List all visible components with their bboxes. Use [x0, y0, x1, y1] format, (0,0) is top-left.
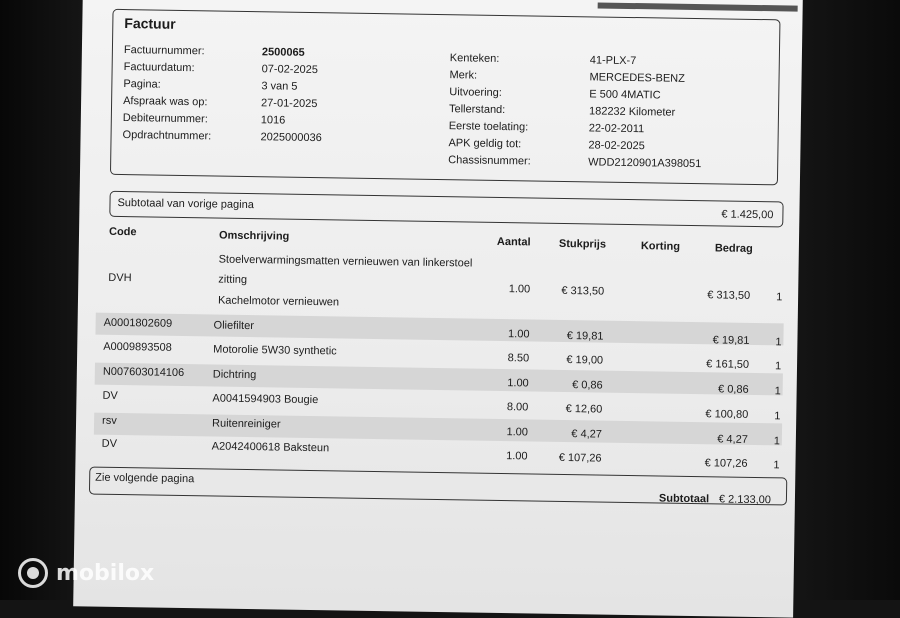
item-flag: 1: [774, 410, 781, 423]
vehicle-field-label: APK geldig tot:: [448, 137, 522, 151]
item-unit-price: € 4,27: [571, 428, 603, 441]
next-page-note: Zie volgende pagina: [95, 471, 195, 486]
vehicle-make: MERCEDES-BENZ: [589, 71, 685, 85]
item-flag: 1: [774, 385, 781, 398]
item-code: DV: [102, 389, 118, 402]
subtotal-value: € 2.133,00: [718, 493, 772, 507]
vehicle-field-label: Uitvoering:: [449, 86, 502, 99]
invoice-field-label: Pagina:: [123, 78, 161, 91]
vehicle-field-label: Tellerstand:: [448, 103, 506, 117]
item-quantity: 8.00: [506, 401, 529, 414]
col-header-amount: Bedrag: [714, 242, 753, 255]
item-quantity: 1.00: [507, 328, 530, 341]
prev-subtotal-value: € 1.425,00: [721, 208, 774, 222]
top-edge-strip: [598, 2, 798, 11]
license-plate: 41-PLX-7: [589, 54, 637, 68]
item-quantity: 1.00: [506, 450, 528, 463]
invoice-field-label: Opdrachtnummer:: [122, 129, 212, 143]
vehicle-field-label: Eerste toelating:: [448, 120, 529, 134]
item-description: Oliefilter: [213, 319, 255, 333]
invoice-page: [73, 0, 803, 618]
item-unit-price: € 19,00: [566, 354, 604, 367]
item-flag: 1: [775, 336, 782, 349]
item-flag: 1: [773, 435, 781, 448]
mobilox-watermark: [18, 556, 154, 590]
item-amount: € 313,50: [707, 289, 751, 302]
item-amount: € 100,80: [705, 408, 749, 421]
item-unit-price: € 0,86: [572, 379, 603, 392]
vehicle-model: E 500 4MATIC: [589, 88, 661, 102]
col-header-quantity: Aantal: [496, 235, 531, 249]
item-amount: € 107,26: [704, 457, 748, 470]
item-code: N007603014106: [102, 365, 185, 380]
item-flag: 1: [773, 459, 780, 472]
item-amount: € 4,27: [717, 433, 748, 446]
item-quantity: 8.50: [507, 352, 530, 365]
watermark-text: mobilox: [56, 560, 155, 586]
item-amount: € 19,81: [712, 334, 750, 347]
item-unit-price: € 313,50: [561, 284, 605, 298]
item-description-line: zitting: [218, 273, 248, 286]
item-unit-price: € 12,60: [565, 403, 603, 416]
invoice-number: 2500065: [261, 46, 305, 59]
invoice-title: Factuur: [124, 15, 176, 32]
item-description: A0041594903 Bougie: [212, 392, 319, 407]
item-description: Ruitenreiniger: [211, 417, 281, 431]
item-description-line: Stoelverwarmingsmatten vernieuwen van linkerstoel: [218, 253, 473, 270]
vehicle-field-label: Kenteken:: [449, 52, 500, 65]
debtor-number: 1016: [260, 114, 286, 127]
vehicle-field-label: Merk:: [449, 69, 478, 82]
item-quantity: 1.00: [506, 426, 529, 439]
odometer: 182232 Kilometer: [588, 105, 676, 119]
item-description: A2042400618 Baksteun: [211, 440, 330, 455]
invoice-field-label: Factuurnummer:: [123, 44, 205, 58]
item-code: DVH: [108, 271, 132, 285]
page-number: 3 van 5: [261, 80, 298, 93]
prev-subtotal-label: Subtotaal van vorige pagina: [117, 196, 254, 212]
invoice-field-label: Debiteurnummer:: [122, 112, 208, 126]
col-header-description: Omschrijving: [218, 229, 290, 243]
item-amount: € 0,86: [717, 383, 749, 396]
item-quantity: 1.00: [507, 377, 529, 390]
item-quantity: 1.00: [508, 283, 531, 296]
invoice-field-label: Factuurdatum:: [123, 61, 195, 75]
item-description-line: Kachelmotor vernieuwen: [217, 294, 340, 309]
item-description: Motorolie 5W30 synthetic: [213, 343, 337, 358]
order-number: 2025000036: [260, 131, 322, 145]
item-unit-price: € 107,26: [558, 451, 602, 465]
chassis-number: WDD2120901A398051: [588, 156, 702, 171]
item-flag: 1: [776, 291, 783, 304]
item-code: rsv: [101, 414, 117, 427]
col-header-discount: Korting: [640, 240, 681, 253]
subtotal-label: Subtotaal: [658, 492, 710, 506]
item-unit-price: € 19,81: [566, 330, 604, 343]
item-amount: € 161,50: [706, 358, 750, 371]
vehicle-field-label: Chassisnummer:: [448, 154, 531, 168]
invoice-date: 07-02-2025: [261, 63, 319, 77]
first-registration: 22-02-2011: [588, 122, 645, 136]
invoice-field-label: Afspraak was op:: [123, 95, 208, 109]
col-header-unit-price: Stukprijs: [558, 237, 607, 251]
mobilox-logo-icon: [18, 558, 48, 588]
item-description: Dichtring: [212, 368, 257, 382]
item-flag: 1: [774, 360, 782, 373]
item-code: A0009893508: [103, 340, 172, 354]
apk-valid-until: 28-02-2025: [588, 139, 645, 153]
col-header-code: Code: [108, 225, 137, 239]
item-code: DV: [101, 437, 118, 450]
item-code: A0001802609: [103, 316, 173, 330]
appointment-date: 27-01-2025: [261, 97, 318, 111]
